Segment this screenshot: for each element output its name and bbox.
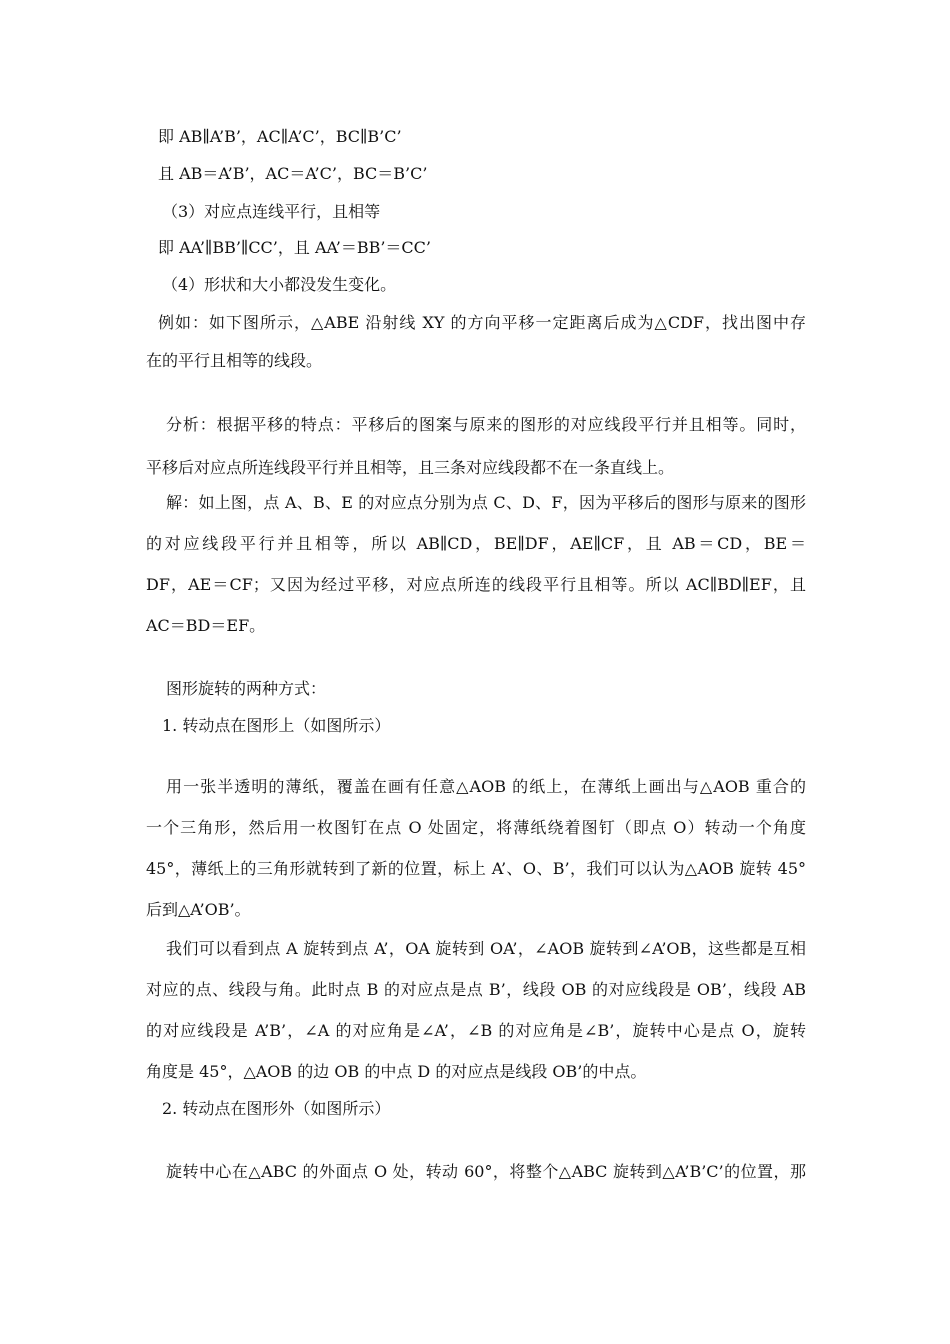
text-line: 45°，薄纸上的三角形就转到了新的位置，标上 A’、O、B’，我们可以认为△AOB 旋转 45° bbox=[146, 859, 806, 878]
text-line: 一个三角形，然后用一枚图钉在点 O 处固定，将薄纸绕着图钉（即点 O）转动一个角度 bbox=[146, 818, 806, 837]
text-line: 平移后对应点所连线段平行并且相等，且三条对应线段都不在一条直线上。 bbox=[146, 458, 675, 477]
list-item-2: 2. 转动点在图形外（如图所示） bbox=[162, 1099, 391, 1118]
section-heading: 图形旋转的两种方式： bbox=[166, 679, 327, 698]
text-line: 后到△A’OB’。 bbox=[146, 900, 251, 919]
list-item-4: （4）形状和大小都没发生变化。 bbox=[162, 275, 397, 294]
text-line: 角度是 45°，△AOB 的边 OB 的中点 D 的对应点是线段 OB’的中点。 bbox=[146, 1062, 647, 1081]
solution-paragraph: 解：如上图，点 A、B、E 的对应点分别为点 C、D、F，因为平移后的图形与原来的图形 bbox=[166, 493, 806, 512]
text-line: DF，AE＝CF；又因为经过平移，对应点所连的线段平行且相等。所以 AC∥BD∥EF，且 bbox=[146, 575, 806, 594]
text-line: 的对应线段平行并且相等，所以 AB∥CD，BE∥DF，AE∥CF，且 AB＝CD，BE＝ bbox=[146, 534, 806, 553]
rotation-paragraph-2: 我们可以看到点 A 旋转到点 A’，OA 旋转到 OA’，∠AOB 旋转到∠A’OB，这些都是互相 bbox=[166, 939, 806, 958]
example-paragraph: 例如：如下图所示，△ABE 沿射线 XY 的方向平移一定距离后成为△CDF，找出图中存 bbox=[158, 313, 806, 332]
text-line: 即 AB∥A’B’，AC∥A’C’，BC∥B’C’ bbox=[158, 127, 402, 146]
text-line: 且 AB＝A’B’，AC＝A’C’，BC＝B’C’ bbox=[158, 164, 428, 183]
text-line: 在的平行且相等的线段。 bbox=[146, 351, 323, 370]
rotation-paragraph-1: 用一张半透明的薄纸，覆盖在画有任意△AOB 的纸上，在薄纸上画出与△AOB 重合的 bbox=[166, 777, 806, 796]
text-line: 即 AA’∥BB’∥CC’，且 AA’＝BB’＝CC’ bbox=[158, 238, 431, 257]
text-line: 的对应线段是 A’B’，∠A 的对应角是∠A’，∠B 的对应角是∠B’，旋转中心是点 O，旋转 bbox=[146, 1021, 806, 1040]
rotation-paragraph-3: 旋转中心在△ABC 的外面点 O 处，转动 60°，将整个△ABC 旋转到△A’B’C’的位置，那 bbox=[166, 1162, 806, 1181]
text-line: 对应的点、线段与角。此时点 B 的对应点是点 B’，线段 OB 的对应线段是 OB’，线段 AB bbox=[146, 980, 806, 999]
text-line: AC＝BD＝EF。 bbox=[146, 616, 266, 635]
list-item-1: 1. 转动点在图形上（如图所示） bbox=[162, 716, 391, 735]
list-item-3: （3）对应点连线平行，且相等 bbox=[162, 202, 381, 221]
analysis-paragraph: 分析：根据平移的特点：平移后的图案与原来的图形的对应线段平行并且相等。同时， bbox=[166, 415, 806, 434]
